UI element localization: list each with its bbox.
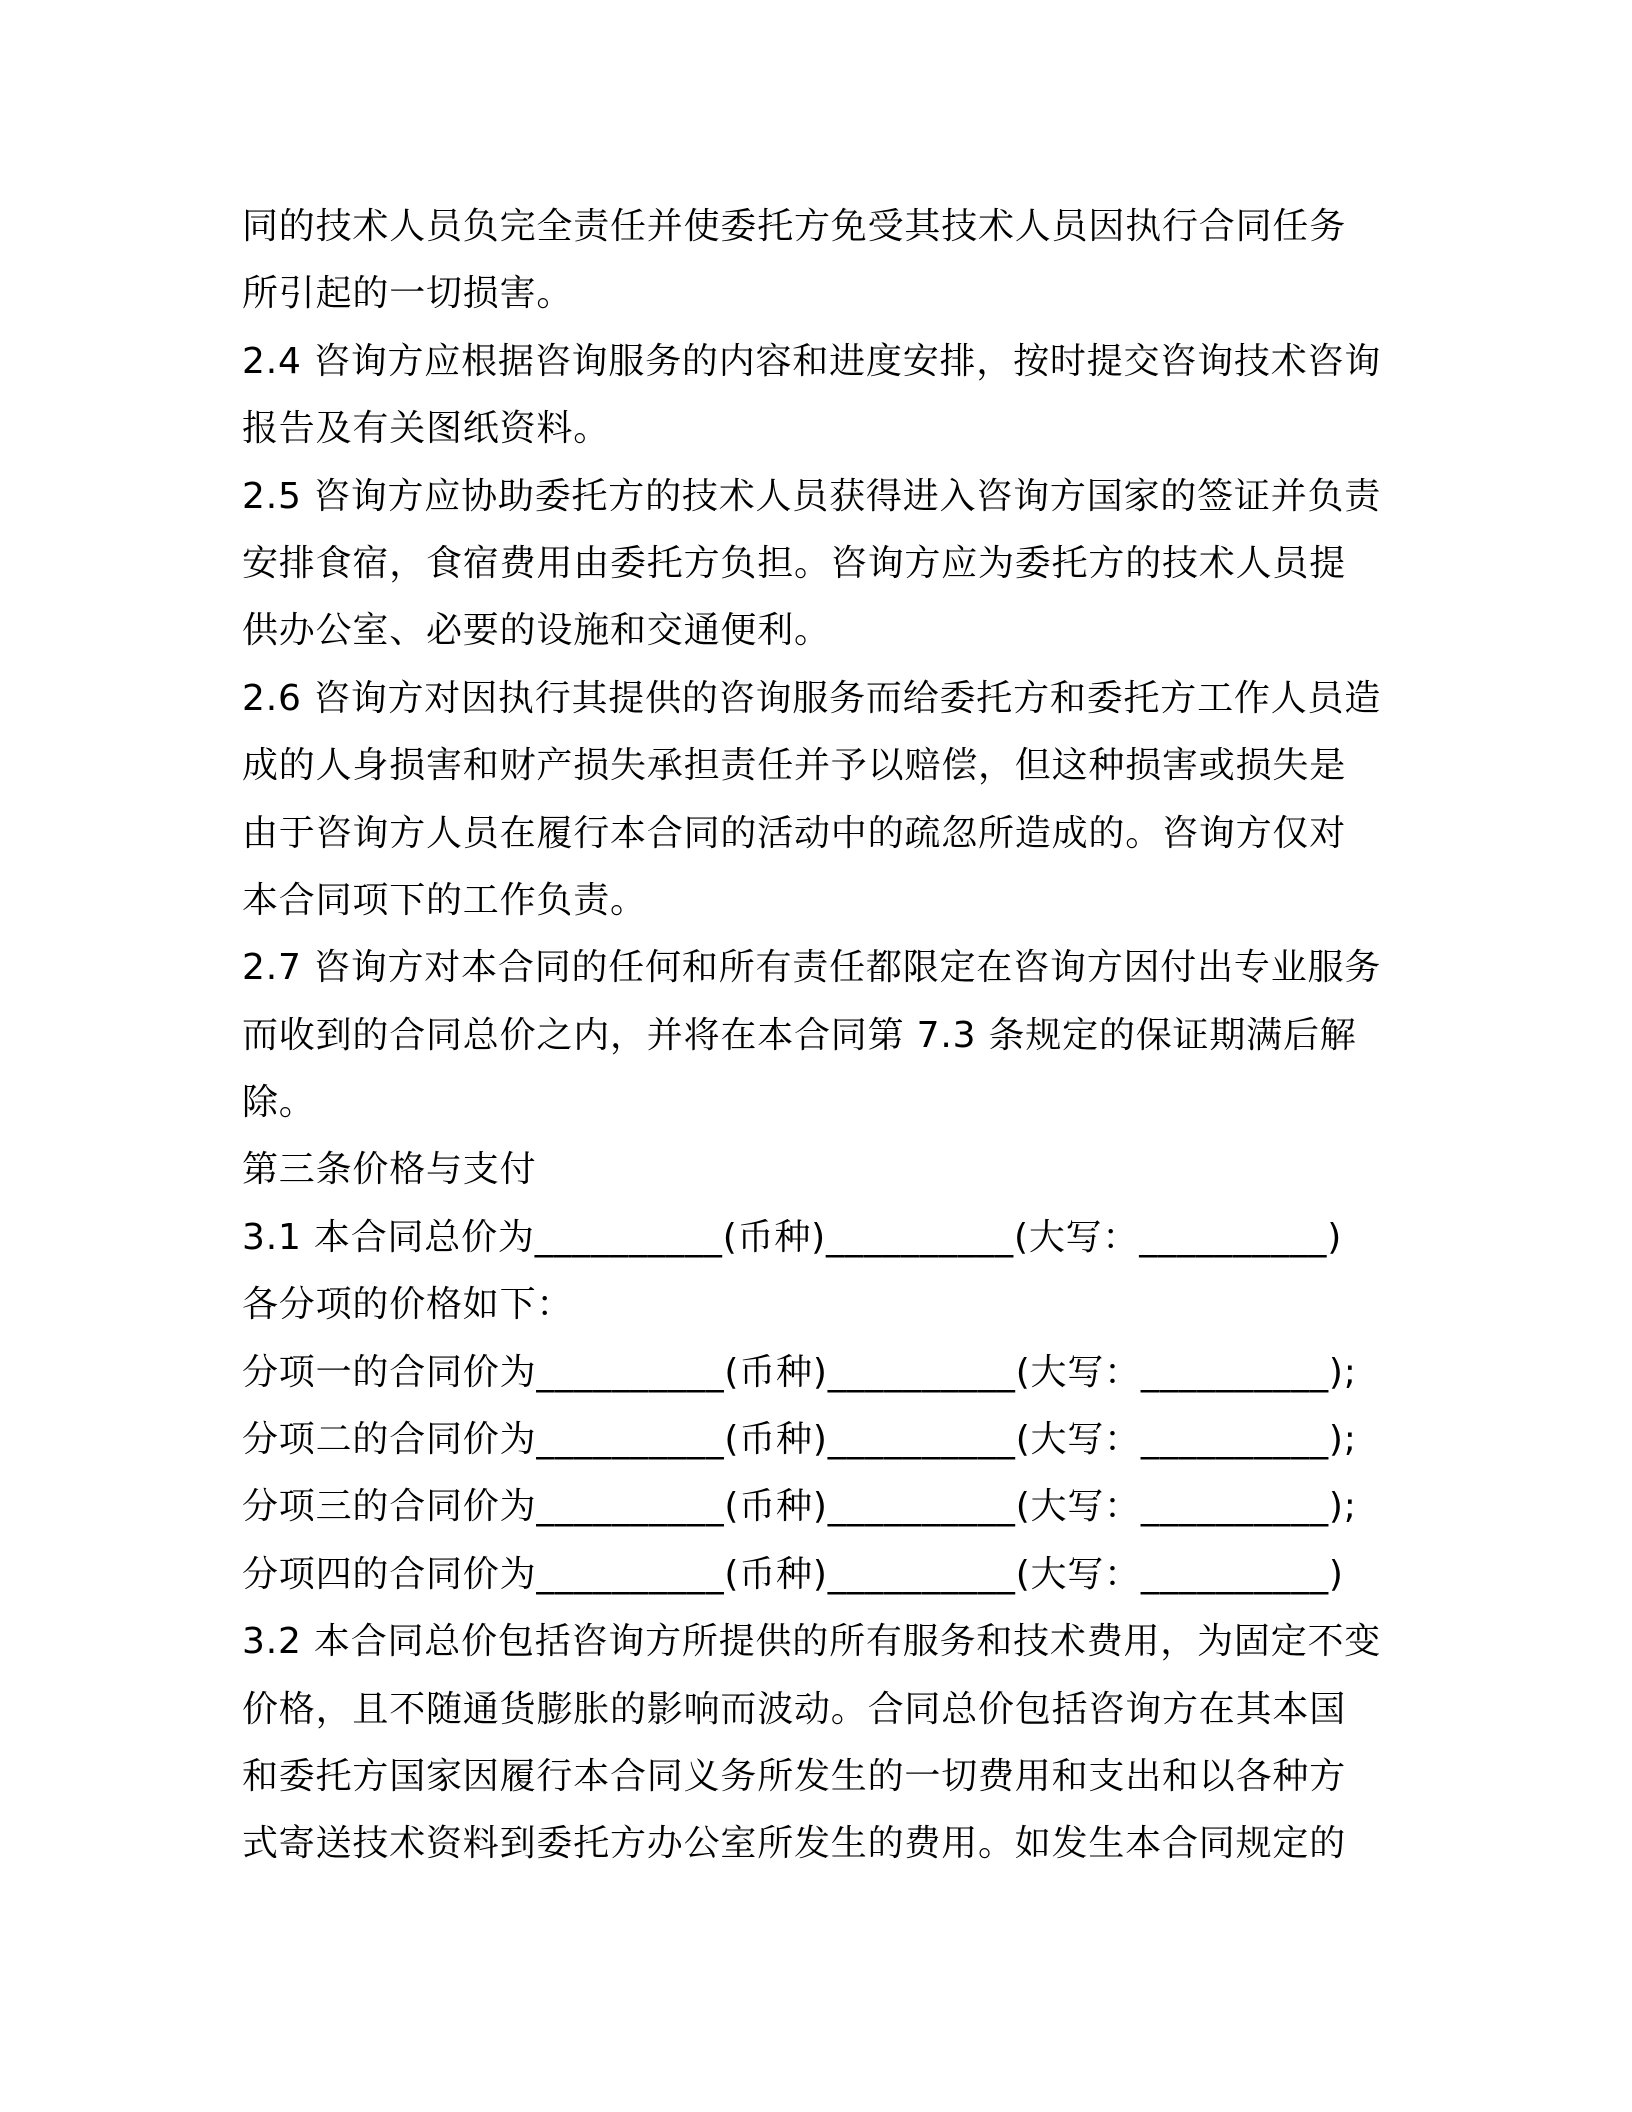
section-heading-article-3: 第三条价格与支付 [242,1149,537,1191]
text-line-clause-2-6-end: 本合同项下的工作负责。 [242,879,647,921]
text-line-clause-2-7: 2.7 咨询方对本合同的任何和所有责任都限定在咨询方因付出专业服务 [242,947,1382,989]
text-line-clause-2-5-cont: 安排食宿，食宿费用由委托方负担。咨询方应为委托方的技术人员提 [242,542,1347,584]
text-line-clause-3-2-cont3: 式寄送技术资料到委托方办公室所发生的费用。如发生本合同规定的 [242,1823,1347,1865]
contract-text-body [242,193,1402,1878]
text-line-clause-2-7-cont: 而收到的合同总价之内，并将在本合同第 7.3 条规定的保证期满后解 [242,1014,1357,1056]
text-line-clause-3-1: 3.1 本合同总价为__________(币种)__________(大写：__________) [242,1216,1343,1258]
text-line-subitem-3: 分项三的合同价为__________(币种)__________(大写：__________); [242,1486,1357,1528]
text-line-clause-2-3-end: 所引起的一切损害。 [242,273,574,315]
text-line-clause-2-6-cont: 成的人身损害和财产损失承担责任并予以赔偿，但这种损害或损失是 [242,745,1347,787]
text-line-clause-3-2-cont2: 和委托方国家因履行本合同义务所发生的一切费用和支出和以各种方 [242,1755,1347,1797]
text-line-clause-2-7-end: 除。 [242,1082,316,1124]
text-line-clause-2-5-end: 供办公室、必要的设施和交通便利。 [242,610,831,652]
text-line-clause-2-5: 2.5 咨询方应协助委托方的技术人员获得进入咨询方国家的签证并负责 [242,475,1382,517]
text-line-subitem-2: 分项二的合同价为__________(币种)__________(大写：__________); [242,1419,1357,1461]
text-line-clause-3-2: 3.2 本合同总价包括咨询方所提供的所有服务和技术费用，为固定不变 [242,1621,1382,1663]
text-line-clause-2-6-cont2: 由于咨询方人员在履行本合同的活动中的疏忽所造成的。咨询方仅对 [242,812,1347,854]
text-line-clause-2-4-cont: 报告及有关图纸资料。 [242,408,611,450]
text-line-subitem-1: 分项一的合同价为__________(币种)__________(大写：__________); [242,1351,1357,1393]
text-line-clause-3-2-cont: 价格，且不随通货膨胀的影响而波动。合同总价包括咨询方在其本国 [242,1688,1347,1730]
text-line-clause-2-4: 2.4 咨询方应根据咨询服务的内容和进度安排，按时提交咨询技术咨询 [242,340,1382,382]
text-line-clause-2-6: 2.6 咨询方对因执行其提供的咨询服务而给委托方和委托方工作人员造 [242,677,1382,719]
text-line-subitem-4: 分项四的合同价为__________(币种)__________(大写：__________) [242,1553,1344,1595]
text-line-clause-2-3-cont: 同的技术人员负完全责任并使委托方免受其技术人员因执行合同任务 [242,206,1347,247]
text-line-subitem-intro: 各分项的价格如下： [242,1284,574,1326]
